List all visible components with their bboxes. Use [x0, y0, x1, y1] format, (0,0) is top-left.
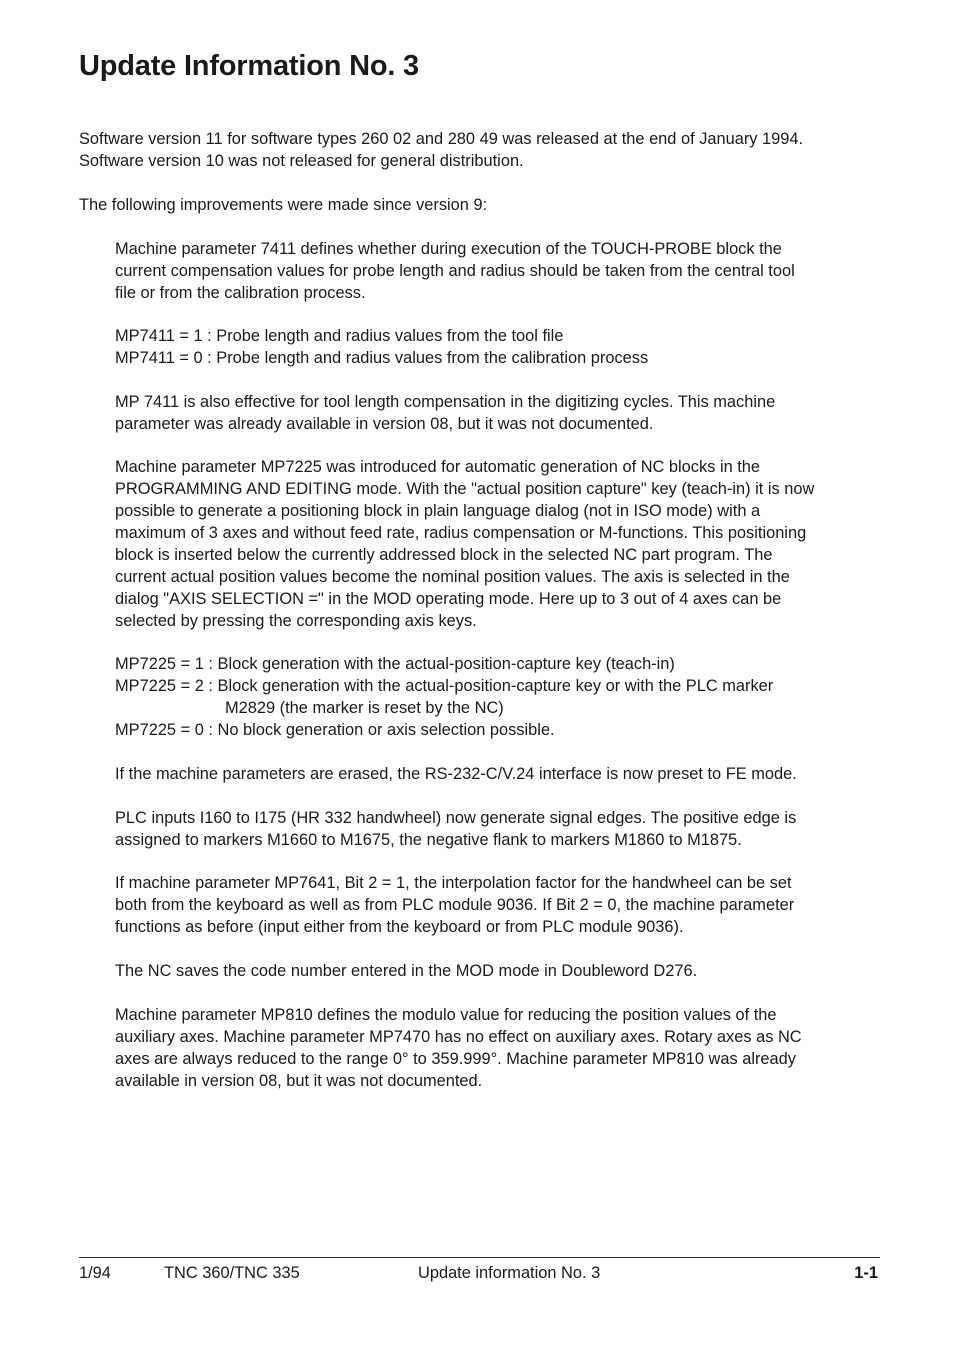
parameter-value-continuation: M2829 (the marker is reset by the NC): [225, 699, 504, 717]
parameter-value-line: MP7411 = 0 : Probe length and radius values from the calibration process: [115, 349, 649, 367]
intro-line: Software version 11 for software types 260 02 and 280 49 was released at the end of January 1994.: [79, 130, 804, 148]
improvements-lead: [79, 194, 884, 216]
mp810-note: [115, 1004, 885, 1092]
text-line: current compensation values for probe length and radius should be taken from the central tool: [115, 262, 795, 280]
page-title: Update Information No. 3: [79, 50, 419, 82]
text-line: Machine parameter MP7225 was introduced for automatic generation of NC blocks in the: [115, 458, 761, 476]
text-line: possible to generate a positioning block in plain language dialog (not in ISO mode) with a: [115, 502, 761, 520]
text-line: functions as before (input either from the keyboard or from PLC module 9036).: [115, 918, 684, 936]
footer-date: 1/94: [79, 1264, 111, 1282]
text-line: both from the keyboard as well as from PLC module 9036. If Bit 2 = 0, the machine parameter: [115, 896, 795, 914]
text-line: selected by pressing the corresponding axis keys.: [115, 612, 477, 630]
text-line: axes are always reduced to the range 0° to 359.999°. Machine parameter MP810 was already: [115, 1050, 796, 1068]
text-line: available in version 08, but it was not documented.: [115, 1072, 483, 1090]
text-line: auxiliary axes. Machine parameter MP7470 has no effect on auxiliary axes. Rotary axes as NC: [115, 1028, 802, 1046]
text-line: If the machine parameters are erased, the RS-232-C/V.24 interface is now preset to FE mode.: [115, 765, 797, 783]
code-number-note: [115, 960, 885, 982]
text-line: MP 7411 is also effective for tool length compensation in the digitizing cycles. This machine: [115, 393, 776, 411]
rs232-note: [115, 763, 885, 785]
mp7411-description: [115, 238, 885, 304]
footer-model: TNC 360/TNC 335: [164, 1264, 300, 1282]
mp7641-note: [115, 872, 885, 938]
footer-page-number: 1-1: [854, 1264, 878, 1282]
mp7411-note: [115, 391, 885, 435]
parameter-value-line: MP7225 = 2 : Block generation with the actual-position-capture key or with the PLC marker: [115, 677, 774, 695]
text-line: block is inserted below the currently addressed block in the selected NC part program. The: [115, 546, 773, 564]
intro-line: Software version 10 was not released for general distribution.: [79, 152, 524, 170]
footer-doc-title: Update information No. 3: [418, 1264, 601, 1282]
text-line: PLC inputs I160 to I175 (HR 332 handwheel) now generate signal edges. The positive edge is: [115, 809, 797, 827]
mp7411-values: [115, 325, 885, 369]
footer-divider: [79, 1257, 880, 1258]
parameter-value-line: MP7411 = 1 : Probe length and radius values from the tool file: [115, 327, 564, 345]
improvements-lead-text: The following improvements were made since version 9:: [79, 196, 488, 214]
text-line: Machine parameter MP810 defines the modulo value for reducing the position values of the: [115, 1006, 777, 1024]
mp7225-values: [115, 653, 885, 741]
parameter-value-line: MP7225 = 0 : No block generation or axis selection possible.: [115, 721, 555, 739]
text-line: Machine parameter 7411 defines whether during execution of the TOUCH-PROBE block the: [115, 240, 782, 258]
intro-paragraph: [79, 128, 884, 172]
text-line: current actual position values become the nominal position values. The axis is selected in the: [115, 568, 790, 586]
plc-inputs-note: [115, 807, 885, 851]
text-line: maximum of 3 axes and without feed rate, radius compensation or M-functions. This positioning: [115, 524, 807, 542]
mp7225-description: [115, 456, 885, 632]
text-line: assigned to markers M1660 to M1675, the negative flank to markers M1860 to M1875.: [115, 831, 742, 849]
text-line: parameter was already available in version 08, but it was not documented.: [115, 415, 654, 433]
text-line: The NC saves the code number entered in the MOD mode in Doubleword D276.: [115, 962, 698, 980]
text-line: dialog "AXIS SELECTION =" in the MOD operating mode. Here up to 3 out of 4 axes can be: [115, 590, 782, 608]
text-line: file or from the calibration process.: [115, 284, 366, 302]
text-line: PROGRAMMING AND EDITING mode. With the "actual position capture" key (teach-in) it is now: [115, 480, 815, 498]
parameter-value-line: MP7225 = 1 : Block generation with the actual-position-capture key (teach-in): [115, 655, 675, 673]
text-line: If machine parameter MP7641, Bit 2 = 1, the interpolation factor for the handwheel can be set: [115, 874, 792, 892]
